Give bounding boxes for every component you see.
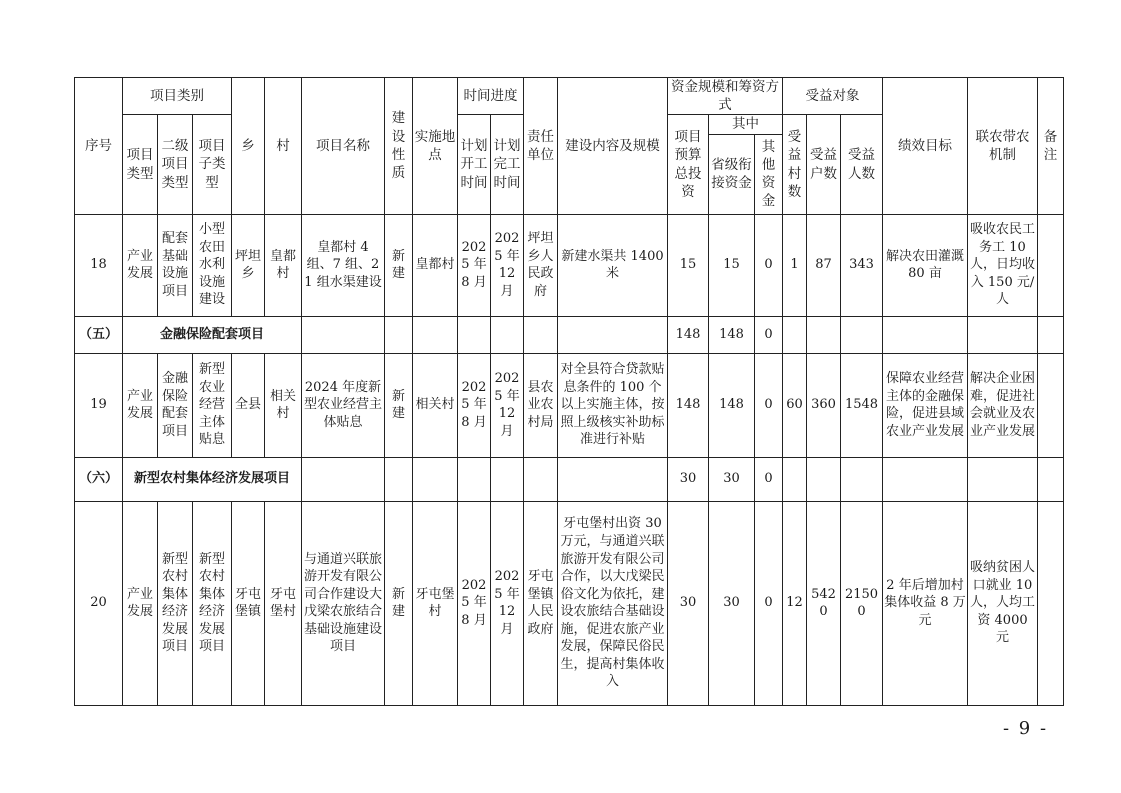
section-prov: 148 — [709, 316, 755, 353]
cell-content: 对全县符合贷款贴息条件的 100 个以上实施主体，按照上级核实补助标准进行补贴 — [558, 353, 668, 457]
cell-b-village: 12 — [783, 501, 807, 705]
header-prov: 省级衔接资金 — [709, 134, 755, 214]
cell-seq: 20 — [75, 501, 123, 705]
cell-name: 与通道兴联旅游开发有限公司合作建设大戊梁农旅结合基础设施建设项目 — [302, 501, 385, 705]
cell-prov: 30 — [709, 501, 755, 705]
header-category: 项目类别 — [123, 78, 232, 115]
cell-cat-sub: 新型农村集体经济发展项目 — [193, 501, 232, 705]
header-b-people: 受益人数 — [841, 115, 883, 214]
cell-location: 相关村 — [413, 353, 458, 457]
cell-prov: 15 — [709, 214, 755, 316]
cell-total: 15 — [668, 214, 709, 316]
header-total: 项目预算总投资 — [668, 115, 709, 214]
cell-name: 皇都村 4 组、7 组、21 组水渠建设 — [302, 214, 385, 316]
header-name: 项目名称 — [302, 78, 385, 215]
cell-other: 0 — [755, 214, 783, 316]
header-start: 计划开工时间 — [458, 115, 491, 214]
header-village: 村 — [265, 78, 302, 215]
project-table — [74, 77, 1064, 706]
table-row — [75, 501, 1064, 705]
cell-start: 2025 年 8 月 — [458, 214, 491, 316]
header-b-village: 受益村数 — [783, 115, 807, 214]
section-number: （六） — [75, 457, 123, 501]
header-seq: 序号 — [75, 78, 123, 215]
header-beneficiary: 受益对象 — [783, 78, 883, 115]
section-total: 30 — [668, 457, 709, 501]
cell-b-people: 21500 — [841, 501, 883, 705]
cell-mechanism: 解决企业困难，促进社会就业及农业产业发展 — [968, 353, 1038, 457]
cell-total: 30 — [668, 501, 709, 705]
cell-nature: 新建 — [385, 353, 413, 457]
cell-mechanism: 吸收农民工务工 10 人，日均收入 150 元/人 — [968, 214, 1038, 316]
cell-cat-sub: 新型农业经营主体贴息 — [193, 353, 232, 457]
cell-start: 2025 年 8 月 — [458, 353, 491, 457]
header-cat-level2: 二级项目类型 — [158, 115, 193, 214]
cell-end: 2025 年 12 月 — [491, 353, 524, 457]
header-cat-type: 项目类型 — [123, 115, 158, 214]
cell-unit: 县农业农村局 — [524, 353, 558, 457]
cell-b-people: 1548 — [841, 353, 883, 457]
cell-goal: 2 年后增加村集体收益 8 万元 — [883, 501, 968, 705]
header-end: 计划完工时间 — [491, 115, 524, 214]
header-mechanism: 联农带农机制 — [968, 78, 1038, 215]
cell-cat-level2: 新型农村集体经济发展项目 — [158, 501, 193, 705]
header-b-house: 受益户数 — [807, 115, 841, 214]
section-row — [75, 457, 1064, 501]
cell-unit: 牙屯堡镇人民政府 — [524, 501, 558, 705]
cell-location: 牙屯堡村 — [413, 501, 458, 705]
header-cat-sub: 项目子类型 — [193, 115, 232, 214]
cell-cat-level2: 配套基础设施项目 — [158, 214, 193, 316]
section-title: 金融保险配套项目 — [123, 316, 302, 353]
cell-township: 全县 — [232, 353, 265, 457]
cell-other: 0 — [755, 353, 783, 457]
cell-name: 2024 年度新型农业经营主体贴息 — [302, 353, 385, 457]
cell-remark — [1038, 353, 1064, 457]
cell-b-people: 343 — [841, 214, 883, 316]
cell-total: 148 — [668, 353, 709, 457]
header-other: 其他资金 — [755, 134, 783, 214]
table-row — [75, 214, 1064, 316]
cell-cat-sub: 小型农田水利设施建设 — [193, 214, 232, 316]
section-total: 148 — [668, 316, 709, 353]
page-number: - 9 - — [1003, 718, 1049, 739]
header-township: 乡 — [232, 78, 265, 215]
cell-location: 皇都村 — [413, 214, 458, 316]
header-funds: 资金规模和筹资方式 — [668, 78, 783, 115]
cell-cat-type: 产业发展 — [123, 214, 158, 316]
cell-content: 牙屯堡村出资 30 万元，与通道兴联旅游开发有限公司合作，以大戊梁民俗文化为依托，建设农旅结合基础设施，促进农旅产业发展，保障民俗民生，提高村集体收入 — [558, 501, 668, 705]
cell-seq: 19 — [75, 353, 123, 457]
header-among: 其中 — [709, 115, 783, 134]
cell-mechanism: 吸纳贫困人口就业 10 人，人均工资 4000 元 — [968, 501, 1038, 705]
header-unit: 责任单位 — [524, 78, 558, 215]
cell-b-house: 5420 — [807, 501, 841, 705]
section-other: 0 — [755, 316, 783, 353]
header-goal: 绩效目标 — [883, 78, 968, 215]
cell-cat-type: 产业发展 — [123, 353, 158, 457]
header-schedule: 时间进度 — [458, 78, 524, 115]
cell-other: 0 — [755, 501, 783, 705]
cell-prov: 148 — [709, 353, 755, 457]
cell-village: 相关村 — [265, 353, 302, 457]
cell-start: 2025 年 8 月 — [458, 501, 491, 705]
cell-township: 坪坦乡 — [232, 214, 265, 316]
cell-goal: 解决农田灌溉 80 亩 — [883, 214, 968, 316]
cell-township: 牙屯堡镇 — [232, 501, 265, 705]
header-nature: 建设性质 — [385, 78, 413, 215]
cell-b-village: 60 — [783, 353, 807, 457]
cell-remark — [1038, 214, 1064, 316]
section-row — [75, 316, 1064, 353]
cell-b-house: 87 — [807, 214, 841, 316]
cell-nature: 新建 — [385, 501, 413, 705]
cell-village: 皇都村 — [265, 214, 302, 316]
header-content: 建设内容及规模 — [558, 78, 668, 215]
section-prov: 30 — [709, 457, 755, 501]
cell-b-house: 360 — [807, 353, 841, 457]
cell-end: 2025 年 12 月 — [491, 214, 524, 316]
cell-cat-level2: 金融保险配套项目 — [158, 353, 193, 457]
cell-b-village: 1 — [783, 214, 807, 316]
cell-nature: 新建 — [385, 214, 413, 316]
cell-remark — [1038, 501, 1064, 705]
section-title: 新型农村集体经济发展项目 — [123, 457, 302, 501]
header-remark: 备注 — [1038, 78, 1064, 215]
cell-seq: 18 — [75, 214, 123, 316]
cell-end: 2025 年 12 月 — [491, 501, 524, 705]
table-row — [75, 353, 1064, 457]
cell-unit: 坪坦乡人民政府 — [524, 214, 558, 316]
cell-goal: 保障农业经营主体的金融保险，促进县域农业产业发展 — [883, 353, 968, 457]
cell-village: 牙屯堡村 — [265, 501, 302, 705]
section-number: （五） — [75, 316, 123, 353]
header-location: 实施地点 — [413, 78, 458, 215]
section-other: 0 — [755, 457, 783, 501]
cell-content: 新建水渠共 1400 米 — [558, 214, 668, 316]
cell-cat-type: 产业发展 — [123, 501, 158, 705]
